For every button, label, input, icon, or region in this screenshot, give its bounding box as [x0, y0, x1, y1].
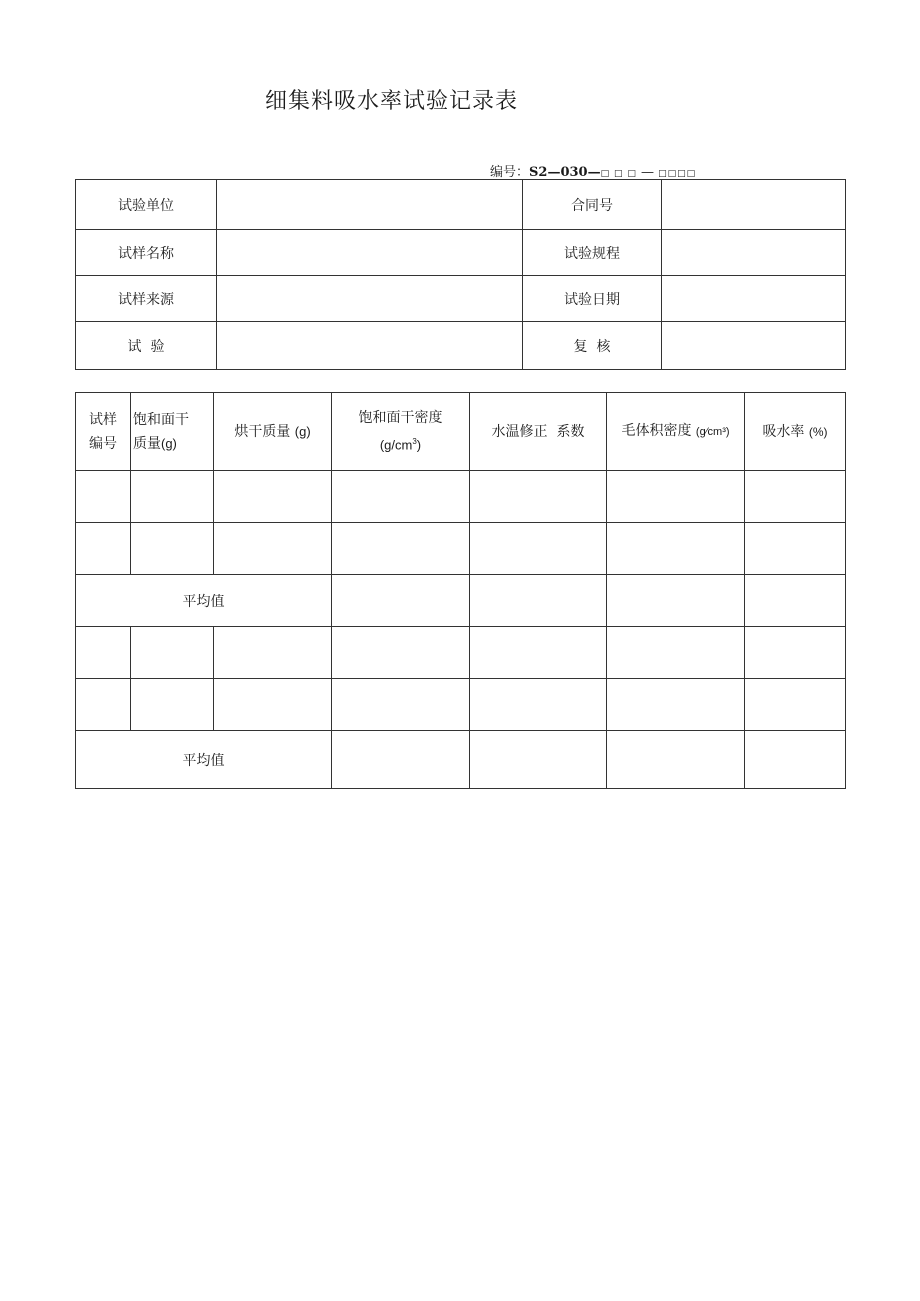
table-row [76, 523, 846, 575]
table-cell[interactable] [332, 627, 470, 679]
table-cell[interactable] [131, 523, 214, 575]
table-cell[interactable] [745, 679, 846, 731]
header-absorption: 吸水率 (%) [745, 393, 846, 471]
table-cell[interactable] [607, 679, 745, 731]
table-cell[interactable] [607, 627, 745, 679]
table-cell[interactable] [131, 627, 214, 679]
table-cell[interactable] [607, 575, 745, 627]
tester-field[interactable] [217, 322, 523, 370]
table-cell[interactable] [470, 523, 607, 575]
average-label-2: 平均值 [76, 731, 332, 789]
table-cell[interactable] [76, 523, 131, 575]
test-date-label: 试验日期 [523, 276, 662, 322]
sample-source-label: 试样来源 [76, 276, 217, 322]
table-cell[interactable] [470, 627, 607, 679]
header-ssd-mass-line2: 质量(g) [133, 435, 177, 452]
average-row [76, 575, 846, 627]
table-cell[interactable] [470, 471, 607, 523]
document-number-separator: — [636, 165, 659, 180]
table-cell[interactable] [214, 627, 332, 679]
table-cell[interactable] [470, 731, 607, 789]
test-procedure-label: 试验规程 [523, 230, 662, 276]
sample-name-field[interactable] [217, 230, 523, 276]
header-ssd-density [332, 393, 470, 471]
table-cell[interactable] [76, 679, 131, 731]
table-cell[interactable] [745, 523, 846, 575]
table-cell[interactable] [607, 523, 745, 575]
table-cell[interactable] [214, 523, 332, 575]
page-title: 细集料吸水率试验记录表 [265, 89, 519, 114]
tester-label: 试 验 [76, 322, 217, 370]
table-cell[interactable] [607, 471, 745, 523]
header-sample-no [76, 393, 131, 471]
contract-no-field[interactable] [662, 180, 846, 230]
info-table [75, 179, 846, 370]
document-number-placeholder-2: □□□□ [658, 169, 697, 179]
test-unit-label: 试验单位 [76, 180, 217, 230]
table-cell[interactable] [745, 627, 846, 679]
table-cell[interactable] [470, 679, 607, 731]
table-row [76, 627, 846, 679]
average-label-1: 平均值 [76, 575, 332, 627]
info-row [76, 230, 846, 276]
header-sample-no-line1: 试样 [89, 411, 117, 428]
table-cell[interactable] [214, 471, 332, 523]
table-row [76, 679, 846, 731]
contract-no-label: 合同号 [523, 180, 662, 230]
table-cell[interactable] [607, 731, 745, 789]
header-sample-no-line2: 编号 [89, 435, 117, 452]
reviewer-field[interactable] [662, 322, 846, 370]
header-ssd-mass-line1: 饱和面干 [133, 411, 189, 428]
info-row [76, 276, 846, 322]
header-row [76, 393, 846, 471]
table-cell[interactable] [745, 731, 846, 789]
table-cell[interactable] [745, 471, 846, 523]
sample-name-label: 试样名称 [76, 230, 217, 276]
data-table [75, 392, 846, 789]
info-row [76, 180, 846, 230]
table-cell[interactable] [332, 575, 470, 627]
header-water-temp-coef: 水温修正 系数 [470, 393, 607, 471]
header-oven-dry-mass: 烘干质量 (g) [214, 393, 332, 471]
table-cell[interactable] [332, 471, 470, 523]
document-number [490, 161, 696, 180]
document-number-placeholder-1: □ □ □ [600, 169, 637, 179]
table-cell[interactable] [131, 471, 214, 523]
reviewer-label: 复 核 [523, 322, 662, 370]
average-row [76, 731, 846, 789]
header-ssd-density-line1: 饱和面干密度 [358, 409, 443, 426]
document-number-label: 编号： [490, 165, 530, 180]
table-cell[interactable] [332, 731, 470, 789]
info-row [76, 322, 846, 370]
sample-source-field[interactable] [217, 276, 523, 322]
table-cell[interactable] [332, 679, 470, 731]
table-cell[interactable] [76, 627, 131, 679]
table-cell[interactable] [131, 679, 214, 731]
table-cell[interactable] [745, 575, 846, 627]
test-unit-field[interactable] [217, 180, 523, 230]
table-cell[interactable] [76, 471, 131, 523]
table-row [76, 471, 846, 523]
table-cell[interactable] [214, 679, 332, 731]
test-procedure-field[interactable] [662, 230, 846, 276]
table-cell[interactable] [332, 523, 470, 575]
header-bulk-density: 毛体积密度 (g⁄cm³) [607, 393, 745, 471]
test-date-field[interactable] [662, 276, 846, 322]
header-ssd-mass [131, 393, 214, 471]
table-cell[interactable] [470, 575, 607, 627]
document-number-code: S2—030— [529, 165, 601, 180]
header-ssd-density-unit: $(g/cm^3)$ [379, 436, 422, 453]
